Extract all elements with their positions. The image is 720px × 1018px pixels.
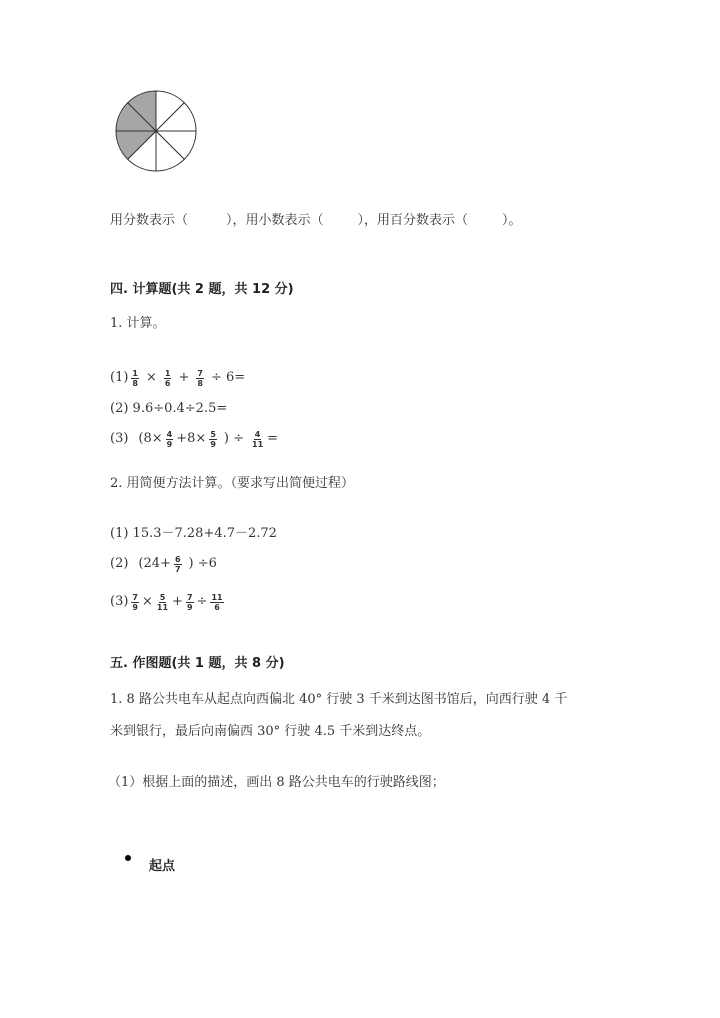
drawing-subquestion-1: （1）根据上面的描述，画出 8 路公共电车的行驶路线图； — [108, 775, 445, 790]
fraction: $\frac{1}{8}$ — [132, 368, 138, 388]
fraction: $\frac{1}{6}$ — [164, 368, 171, 388]
operator: + — [178, 370, 190, 385]
calc-item-3 — [110, 588, 227, 616]
fraction: $\frac{6}{7}$ — [174, 554, 181, 574]
item-tail: = — [267, 431, 279, 446]
item-tail: ÷ 6= — [210, 370, 246, 385]
calc-item-2: (2) 9.6÷0.4÷2.5= — [110, 401, 228, 416]
fraction: $\frac{4}{11}$ — [252, 429, 264, 449]
fill-in-line — [110, 211, 522, 231]
section-title-drawing: 五. 作图题(共 1 题，共 8 分) — [110, 656, 285, 671]
expr-open: (24+ — [138, 556, 171, 571]
fill-text-decimal: ），用小数表示（ — [226, 213, 324, 228]
fill-text-end: ）。 — [502, 213, 522, 228]
operator: ÷ — [196, 594, 208, 609]
drawing-question-line-1: 1. 8 路公共电车从起点向西偏北 40° 行驶 3 千米到达图书馆后，向西行驶 4 千 — [110, 692, 568, 707]
operator: × — [146, 370, 157, 385]
fraction: $\frac{11}{6}$ — [211, 592, 223, 612]
start-point-label: 起点 — [149, 859, 176, 874]
expr-mid: +8× — [176, 431, 207, 446]
drawing-question-line-2: 米到银行，最后向南偏西 30° 行驶 4.5 千米到达终点。 — [110, 724, 431, 739]
operator: + — [172, 594, 183, 609]
operator: × — [142, 594, 153, 609]
fraction: $\frac{4}{9}$ — [166, 429, 173, 449]
item-prefix: (1) — [110, 370, 129, 385]
fraction: $\frac{7}{8}$ — [197, 368, 203, 388]
fraction: $\frac{5}{11}$ — [156, 592, 169, 612]
question-label-q2: 2. 用简便方法计算。（要求写出简便过程） — [110, 476, 355, 491]
calc-item-3 — [110, 425, 278, 453]
expr-close: ) ÷ — [223, 431, 244, 446]
item-tail: ) ÷6 — [188, 556, 217, 571]
start-point-dot — [125, 855, 131, 861]
item-prefix: (2) — [110, 556, 129, 571]
fill-text-percent: ），用百分数表示（ — [357, 213, 469, 228]
fraction-pie — [114, 89, 198, 173]
calc-item-1: (1) 15.3－7.28+4.7－2.72 — [110, 526, 277, 541]
fill-text-fraction: 用分数表示（ — [110, 213, 189, 228]
calc-item-2 — [110, 550, 217, 578]
item-prefix: (3) — [110, 594, 129, 609]
section-title-calculation: 四. 计算题(共 2 题，共 12 分) — [110, 282, 294, 297]
item-prefix: (3) — [110, 431, 129, 446]
calc-item-1 — [110, 364, 245, 392]
question-label-q1: 1. 计算。 — [110, 316, 166, 331]
fraction: $\frac{5}{9}$ — [210, 429, 216, 449]
expr-open: (8× — [138, 431, 163, 446]
fraction: $\frac{7}{9}$ — [186, 592, 193, 612]
fraction: $\frac{7}{9}$ — [132, 592, 138, 612]
